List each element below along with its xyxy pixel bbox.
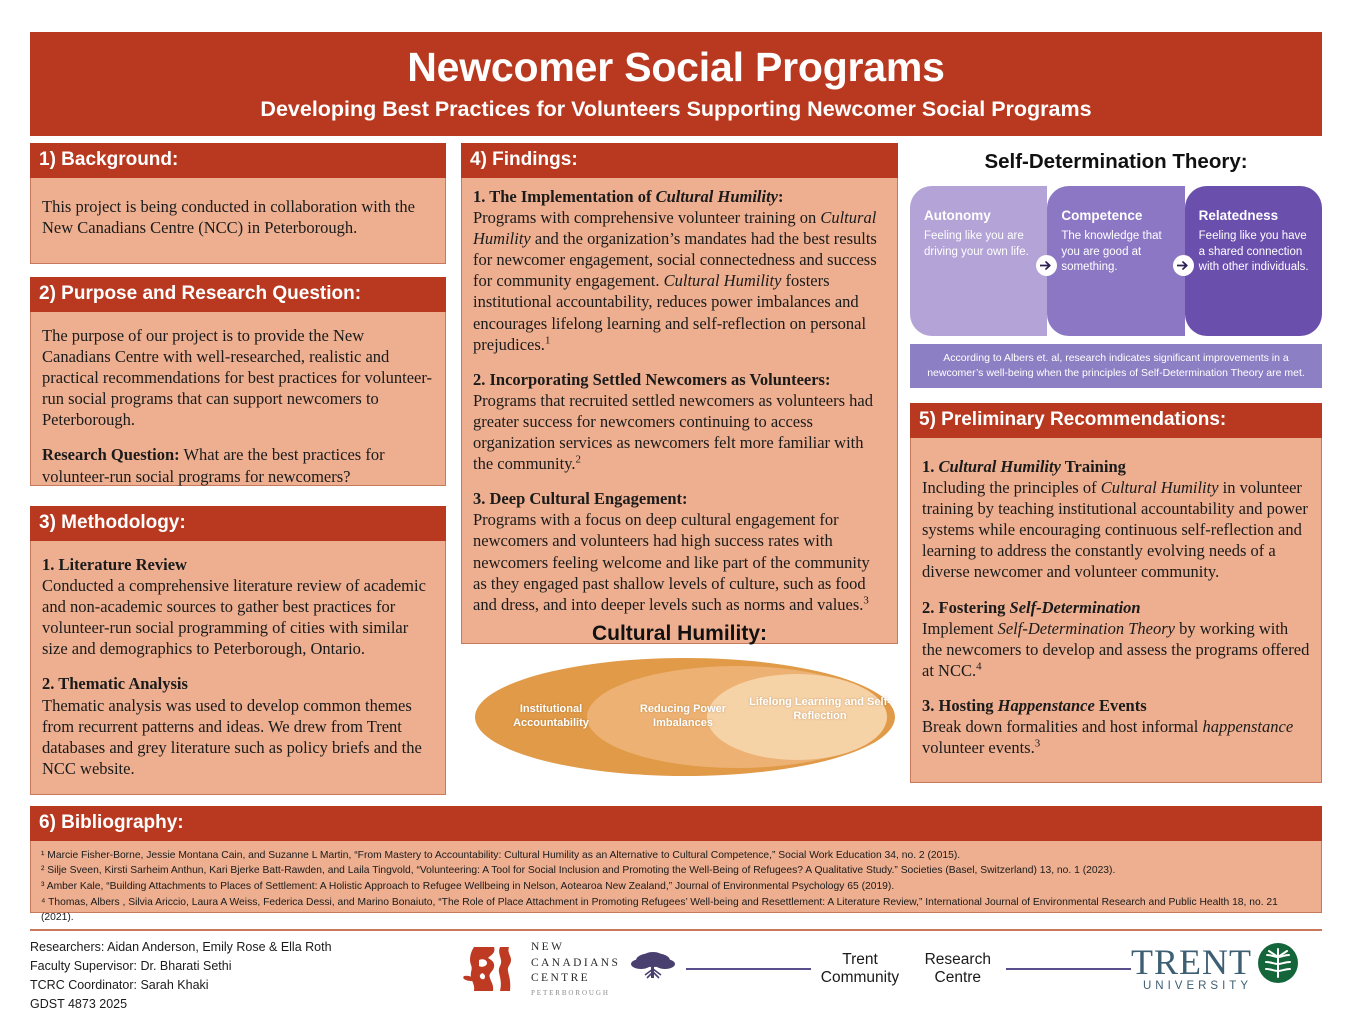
research-question-text: What are the best practices for volunteer-run social programs for newcomers? [42, 445, 385, 486]
methodology-item-text: Thematic analysis was used to develop common themes from recurrent patterns and ideas. We drew from Trent databases and grey literature such as policy briefs and the NCC website. [42, 695, 422, 778]
ncc-line-1: NEW [530, 941, 565, 953]
venn-label-reducing-power-imbalances: Reducing Power Imbalances [639, 703, 727, 729]
recommendation-text: Break down formalities and host informal [922, 717, 1203, 737]
methodology-item [42, 673, 434, 779]
findings-item-title-post: : [778, 186, 784, 206]
background-text: This project is being conducted in collaboration with the New Canadians Centre (NCC) in Peterborough. [42, 196, 415, 237]
findings-item-em: Cultural Humility [473, 207, 877, 249]
methodology-item [42, 554, 434, 660]
venn-label-lifelong-learning: Lifelong Learning and Self-Reflection [749, 696, 891, 722]
section-recommendations-body [910, 438, 1322, 783]
trent-university-text: UNIVERSITY [1142, 980, 1252, 993]
sdt-caption: According to Albers et. al, research indicates significant improvements in a newcomer’s well-being when the principles of Self-Determination Theory are met. [910, 344, 1322, 388]
findings-item [473, 369, 886, 475]
footer-divider [30, 929, 1322, 931]
findings-item-text: Programs with comprehensive volunteer training on [473, 207, 821, 227]
trent-wordmark: TRENT [1131, 941, 1252, 982]
findings-item [473, 186, 886, 355]
section-methodology-body [30, 541, 446, 795]
poster-title-banner [30, 32, 1322, 136]
tcrc-rule-top [686, 968, 811, 970]
ncc-sub: PETERBOROUGH [530, 988, 610, 997]
recommendation-num: 2. Fostering [922, 597, 1010, 617]
ncc-faces-icon [460, 943, 522, 995]
page-title: Newcomer Social Programs [407, 44, 945, 91]
section-recommendations-heading: 5) Preliminary Recommendations: [910, 403, 1322, 438]
recommendation-title-em: Self-Determination [1009, 597, 1141, 617]
sdt-box-heading: Relatedness [1198, 208, 1279, 223]
section-findings-body [461, 178, 898, 644]
methodology-item-title: 1. Literature Review [42, 554, 187, 574]
recommendation-num: 3. Hosting [922, 695, 998, 715]
sdt-box-heading: Autonomy [924, 208, 991, 223]
recommendation-title-post: Events [1094, 695, 1147, 715]
section-methodology [30, 506, 446, 795]
cultural-humility-title: Cultural Humility: [591, 622, 767, 645]
recommendation-title-post: Training [1060, 456, 1126, 476]
findings-item-text: fosters institutional accountability, reduces power imbalances and encourages lifelong learning and self-reflection on personal prejudices. [473, 271, 867, 354]
tcrc-tree-icon [620, 951, 686, 986]
sdt-box-autonomy [910, 186, 1047, 336]
section-purpose-heading: 2) Purpose and Research Question: [30, 277, 446, 312]
purpose-paragraph: The purpose of our project is to provide the New Canadians Centre with well-researched, realistic and practical recommendations for best practices for volunteer-run social programs that can support newcomers to Peterborough. [42, 325, 432, 430]
section-bibliography [30, 806, 1322, 924]
venn-stage [461, 648, 898, 780]
findings-item-text: Programs with a focus on deep cultural engagement for newcomers and volunteers had high success rates with newcomers feeling welcome and like part of the community as they engaged past shallow levels of culture, such as food and dress, and into deeper levels such as norms and values. [473, 510, 870, 614]
venn-label-institutional-accountability: Institutional Accountability [513, 703, 589, 729]
trent-tree-icon [1256, 941, 1300, 985]
section-recommendations [910, 403, 1322, 783]
cultural-humility-diagram [461, 622, 898, 792]
recommendation-text: volunteer events. [922, 738, 1035, 758]
section-bibliography-heading: 6) Bibliography: [30, 806, 1322, 841]
recommendation-em: Cultural Humility [1100, 477, 1219, 497]
logo-trent-university [1131, 941, 1300, 993]
research-question [42, 444, 434, 486]
recommendation-text: Implement [922, 618, 998, 638]
footnote-marker: 4 [976, 660, 982, 673]
sdt-box-text: Feeling like you have a shared connection with other individuals. [1198, 230, 1309, 274]
section-findings-heading: 4) Findings: [461, 143, 898, 178]
footer-line-supervisor: Faculty Supervisor: Dr. Bharati Sethi [30, 959, 232, 973]
footnote-marker: 3 [1034, 737, 1041, 750]
sdt-box-heading: Competence [1061, 208, 1143, 223]
ncc-wordmark [531, 940, 620, 998]
findings-item-em: Cultural Humility [663, 271, 782, 291]
recommendation-item [922, 695, 1310, 758]
research-question-label: Research Question: [42, 445, 180, 465]
ncc-line-2: CANADIANS [530, 956, 621, 969]
findings-item-title: 1. The Implementation of [473, 186, 656, 206]
tcrc-rule-bottom [1006, 968, 1131, 970]
recommendation-title-em: Cultural Humility [938, 456, 1061, 476]
recommendation-em: Self-Determination Theory [997, 618, 1175, 638]
recommendation-text: Including the principles of [922, 477, 1101, 497]
sdt-box-relatedness [1185, 186, 1322, 336]
footnote-marker: 1 [544, 334, 551, 347]
section-purpose-body [30, 312, 446, 486]
arrow-right-icon [1173, 255, 1194, 276]
recommendation-em: happenstance [1202, 717, 1294, 737]
methodology-item-title: 2. Thematic Analysis [42, 674, 188, 694]
section-purpose [30, 277, 446, 486]
section-background [30, 143, 446, 264]
sdt-box-text: Feeling like you are driving your own life. [924, 230, 1029, 258]
bibliography-entry: ⁴ Thomas, Albers , Silvia Ariccio, Laura A Weiss, Federica Dessi, and Marino Bonaiuto, “The Role of Place Attachment in Promoting Refugees’ Well-being and Resettlement: A Literature Review,” International Journal of Environmental Research and Public Health 18, no. 21 (2021). [41, 896, 1278, 924]
recommendation-num: 1. [922, 456, 939, 476]
recommendation-text: by working with the newcomers to develop and assess the programs offered at NCC. [922, 618, 1310, 680]
findings-item-title: 2. Incorporating Settled Newcomers as Volunteers: [473, 369, 831, 389]
recommendation-item [922, 597, 1310, 681]
recommendation-title-em: Happenstance [997, 695, 1095, 715]
sdt-boxes-row [910, 186, 1322, 336]
sdt-box-competence [1047, 186, 1184, 336]
findings-item-title: 3. Deep Cultural Engagement: [473, 489, 688, 509]
recommendation-text: in volunteer training by teaching institutional accountability and power systems while encouraging continuous self-reflection and learning to address the constantly evolving needs of a diverse newcomer and volunteer community. [922, 477, 1308, 582]
footer-line-coordinator: TCRC Coordinator: Sarah Khaki [30, 978, 209, 992]
footnote-marker: 2 [575, 453, 581, 466]
logo-trent-community-research-centre [620, 951, 1131, 987]
logo-row [460, 936, 1322, 998]
sdt-title: Self-Determination Theory: [984, 150, 1248, 173]
footer-credits [30, 936, 460, 1014]
findings-item-text: Programs that recruited settled newcomers as volunteers had greater success for newcomers continuing to access organization services as newcomers felt more familiar with the community. [473, 390, 873, 474]
arrow-right-icon [1036, 255, 1057, 276]
section-background-heading: 1) Background: [30, 143, 446, 178]
section-background-body [30, 178, 446, 264]
findings-item-text: and the organization’s mandates had the best results for newcomer engagement, social connectedness and success for community engagement. [473, 229, 877, 291]
footer-line-course: GDST 4873 2025 [30, 997, 128, 1011]
footer [30, 936, 1322, 1022]
section-methodology-heading: 3) Methodology: [30, 506, 446, 541]
ncc-line-3: CENTRE [530, 972, 591, 985]
self-determination-theory-diagram [910, 150, 1322, 388]
bibliography-entry: ¹ Marcie Fisher-Borne, Jessie Montana Cain, and Suzanne L Martin, “From Mastery to Accountability: Cultural Humility as an Alternative to Cultural Competence,” Social Work Education 34, no. 2 (2015). [41, 849, 961, 861]
section-bibliography-body [30, 841, 1322, 924]
tcrc-line-1: Trent Community [820, 951, 900, 986]
tcrc-line-2: Research Centre [924, 951, 991, 986]
sdt-box-text: The knowledge that you are good at something. [1061, 230, 1162, 274]
bibliography-entry: ³ Amber Kale, “Building Attachments to Places of Settlement: A Holistic Approach to Refugee Wellbeing in Nelson, Aotearoa New Zealand,” Journal of Environmental Psychology 65 (2019). [41, 881, 895, 893]
recommendation-item [922, 456, 1310, 583]
bibliography-entry: ² Silje Sveen, Kirsti Sarheim Anthun, Kari Bjerke Batt-Rawden, and Laila Tingvold, “Volunteering: A Tool for Social Inclusion and Promoting the Well-Being of Refugees? A Qualitative Study.” Societies (Basel, Switzerland) 13, no. 1 (2023). [41, 865, 1116, 877]
methodology-item-text: Conducted a comprehensive literature review of academic and non-academic sources to gather best practices for volunteer-run social programming of cities with similar size and demographics to Peterborough, Ontario. [42, 575, 426, 659]
section-findings [461, 143, 898, 644]
page-subtitle: Developing Best Practices for Volunteers Supporting Newcomer Social Programs [260, 96, 1092, 121]
findings-item [473, 488, 886, 615]
footnote-marker: 3 [863, 594, 869, 607]
findings-item-title-em: Cultural Humility [655, 186, 778, 206]
footer-line-researchers: Researchers: Aidan Anderson, Emily Rose & Ella Roth [30, 940, 332, 954]
logo-new-canadians-centre [460, 940, 620, 998]
